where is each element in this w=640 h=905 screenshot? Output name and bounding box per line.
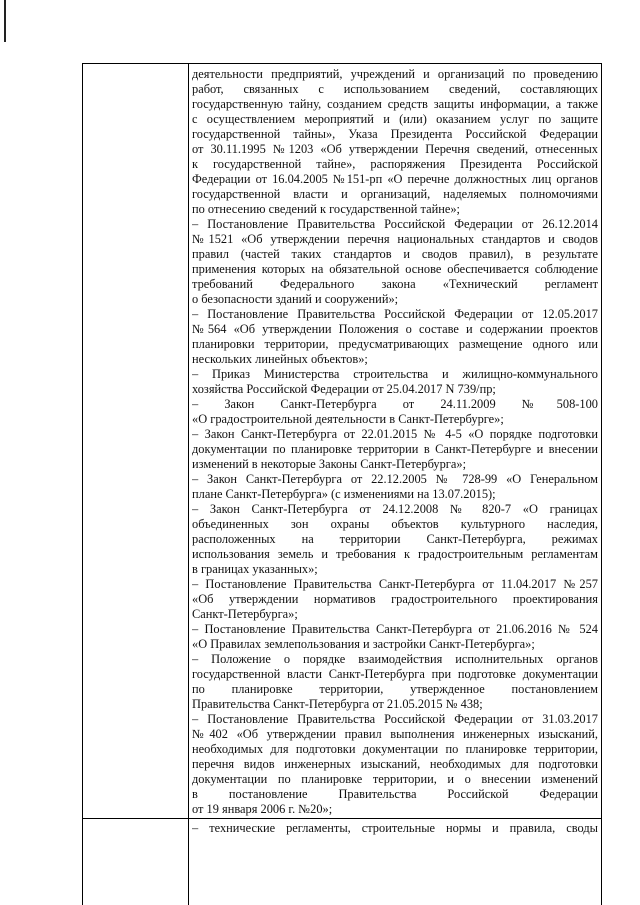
text-line: с осуществлением мероприятий и (или) оказанием услуг по защите xyxy=(192,112,598,126)
text-line: к государственной тайне», распоряжения Президента Российской xyxy=(192,157,598,171)
text-line: Правительства Санкт-Петербурга от 21.05.2015 № 438; xyxy=(192,697,483,711)
text-line: объединенных зон охраны объектов культурного наследия, xyxy=(192,517,598,531)
document-table xyxy=(82,63,602,905)
text-line: документации по планировке территории в Санкт-Петербурге и внесении xyxy=(192,442,598,456)
text-line: использования земель и требования к градостроительным регламентам xyxy=(192,547,598,561)
text-line: перечня видов инженерных изысканий, необходимых для подготовки xyxy=(192,757,598,771)
text-line: планировки территории, предусматривающих размещение одного или xyxy=(192,337,598,351)
text-line: нескольких линейных объектов»; xyxy=(192,352,368,366)
text-line: плане Санкт-Петербурга» (с изменениями на 13.07.2015); xyxy=(192,487,496,501)
text-line: Санкт-Петербурга»; xyxy=(192,607,298,621)
text-line: государственной тайны», Указа Президента Российской Федерации xyxy=(192,127,598,141)
text-line: – Закон Санкт-Петербурга от 24.12.2008 № 820-7 «О границах xyxy=(192,502,598,516)
text-line: государственной власти Санкт-Петербурга при подготовке документации xyxy=(192,667,598,681)
scan-margin-mark xyxy=(4,0,6,42)
text-line: от 30.11.1995 №1203 «Об утверждении Перечня сведений, отнесенных xyxy=(192,142,598,156)
text-line: №402 «Об утверждении правил выполнения инженерных изысканий, xyxy=(192,727,598,741)
text-line: о безопасности зданий и сооружений»; xyxy=(192,292,399,306)
text-line: – Постановление Правительства Санкт-Петербурга от 21.06.2016 № 524 xyxy=(192,622,598,636)
text-line: работ, связанных с использованием сведений, составляющих xyxy=(192,82,598,96)
table-left-column xyxy=(83,64,189,905)
text-line: – Приказ Министерства строительства и жилищно-коммунального xyxy=(192,367,598,381)
text-line: «Об утверждении нормативов градостроительного проектирования xyxy=(192,592,598,606)
text-line: «О градостроительной деятельности в Санкт-Петербурге»; xyxy=(192,412,504,426)
text-line: правил (частей таких стандартов и сводов правил), в результате xyxy=(192,247,598,261)
text-line: от 19 января 2006 г. №20»; xyxy=(192,802,333,816)
text-line: документации по планировке территории, и о внесении изменений xyxy=(192,772,598,786)
text-line: – Постановление Правительства Российской Федерации от 26.12.2014 xyxy=(192,217,598,231)
text-line: – Постановление Правительства Российской Федерации от 31.03.2017 xyxy=(192,712,598,726)
text-line: в постановление Правительства Российской Федерации xyxy=(192,787,598,801)
text-line: по планировке территории, утвержденное постановлением xyxy=(192,682,598,696)
table-row-divider xyxy=(83,818,601,819)
text-line: расположенных на территории Санкт-Петербурга, режимах xyxy=(192,532,598,546)
text-line: – Постановление Правительства Российской Федерации от 12.05.2017 xyxy=(192,307,598,321)
text-line: необходимых для подготовки документации по планировке территории, xyxy=(192,742,598,756)
text-line: изменений в некоторые Законы Санкт-Петербурга»; xyxy=(192,457,467,471)
text-line: государственной власти и организаций, наделяемых полномочиями xyxy=(192,187,598,201)
text-line: №1521 «Об утверждении перечня национальных стандартов и сводов xyxy=(192,232,598,246)
text-line: «О Правилах землепользования и застройки Санкт-Петербурга»; xyxy=(192,637,535,651)
text-line: – Закон Санкт-Петербурга от 22.12.2005 № 728-99 «О Генеральном xyxy=(192,472,598,486)
text-line: – Закон Санкт-Петербурга от 22.01.2015 № 4-5 «О порядке подготовки xyxy=(192,427,598,441)
text-line: – Положение о порядке взаимодействия исполнительных органов xyxy=(192,652,598,666)
text-line: по отнесению сведений к государственной тайне»; xyxy=(192,202,460,216)
text-line: хозяйства Российской Федерации от 25.04.2017 N 739/пр; xyxy=(192,382,496,396)
text-line: Федерации от 16.04.2005 №151-рп «О перечне должностных лиц органов xyxy=(192,172,598,186)
text-line: №564 «Об утверждении Положения о составе и содержании проектов xyxy=(192,322,598,336)
text-line: применения которых на обязательной основе обеспечивается соблюдение xyxy=(192,262,598,276)
text-line: в границах указанных»; xyxy=(192,562,318,576)
text-line: деятельности предприятий, учреждений и организаций по проведению xyxy=(192,67,598,81)
text-line: – технические регламенты, строительные нормы и правила, своды xyxy=(192,821,598,835)
text-line: – Закон Санкт-Петербурга от 24.11.2009 №508-100 xyxy=(192,397,598,411)
text-line: требований Федерального закона «Технический регламент xyxy=(192,277,598,291)
table-right-column xyxy=(188,64,601,905)
text-line: – Постановление Правительства Санкт-Петербурга от 11.04.2017 №257 xyxy=(192,577,598,591)
text-line: государственную тайну, созданием средств защиты информации, а также xyxy=(192,97,598,111)
